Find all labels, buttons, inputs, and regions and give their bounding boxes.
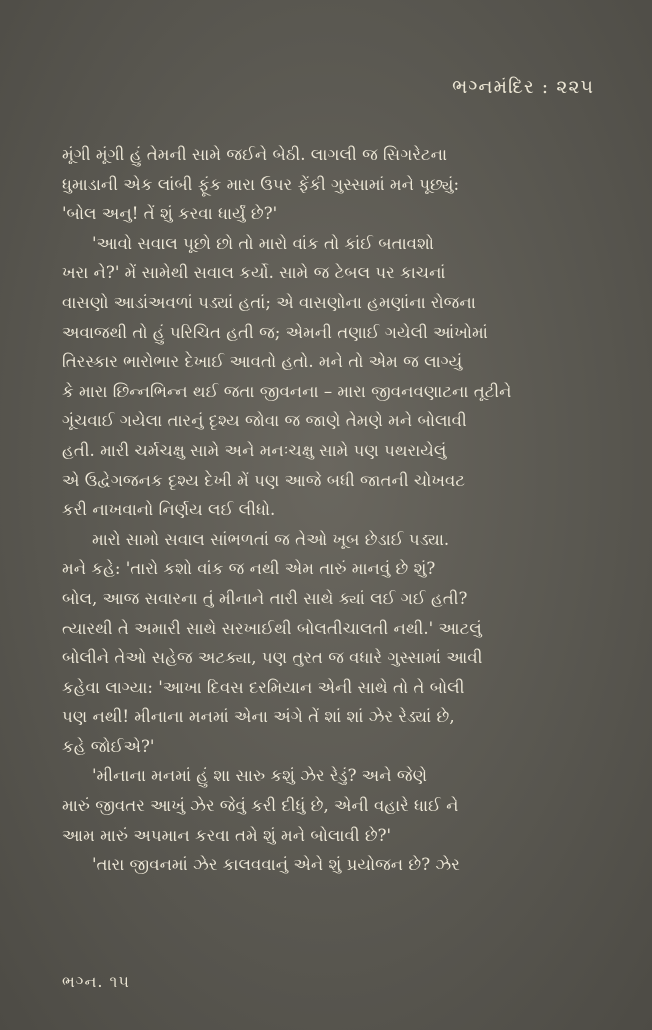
- text-line: હતી. મારી ચર્મચક્ષુ સામે અને મનઃચક્ષુ સામે પણ પથરાયેલું: [62, 440, 447, 460]
- signature-mark: ભગ્ન. ૧૫: [62, 972, 130, 991]
- running-head: ભગ્નમંદિર : ૨૨૫: [452, 76, 594, 98]
- text-line: એ ઉદ્વેગજનક દૃશ્ય દેખી મેં પણ આજે બધી જાતની ચોખવટ: [62, 470, 465, 490]
- text-line: 'આવો સવાલ પૂછો છો તો મારો વાંક તો કાંઈ બતાવશો: [92, 233, 434, 253]
- text-line: પણ નથી! મીનાના મનમાં એના અંગે તેં શાં શાં ઝેર રેડ્યાં છે,: [62, 707, 455, 727]
- text-line: કે મારા છિન્નભિન્ન થઈ જતા જીવનના – મારા જીવનવણાટના તૂટીને: [62, 381, 512, 401]
- paragraph-4: [62, 761, 602, 850]
- paragraph-5: [62, 850, 602, 880]
- paragraph-2: [62, 229, 602, 525]
- text-line: મૂંગી મૂંગી હું તેમની સામે જઈને બેઠી. લાગલી જ સિગરેટના: [62, 145, 448, 164]
- paragraph-3: [62, 525, 602, 762]
- text-line: આમ મારું અપમાન કરવા તમે શું મને બોલાવી છે?': [62, 825, 392, 845]
- body-text: [62, 140, 602, 880]
- text-line: અવાજથી તો હું પરિચિત હતી જ; એમની તણાઈ ગયેલી આંખોમાં: [62, 322, 488, 342]
- text-line: ત્યારથી તે અમારી સાથે સરખાઈથી બોલતીચાલતી નથી.' આટલું: [62, 618, 482, 638]
- text-line: તિરસ્કાર ભારોભાર દેખાઈ આવતો હતો. મને તો એમ જ લાગ્યું: [62, 352, 463, 372]
- text-line: કરી નાખવાનો નિર્ણય લઈ લીધો.: [62, 500, 276, 520]
- text-line: 'મીનાના મનમાં હું શા સારુ કશું ઝેર રેડું? અને જેણે: [92, 766, 428, 786]
- text-line: 'બોલ અનુ! તેં શું કરવા ધાર્યું છે?': [62, 204, 278, 224]
- text-line: બોલ, આજ સવારના તું મીનાને તારી સાથે ક્યાં લઈ ગઈ હતી?: [62, 588, 468, 608]
- text-line: મારું જીવતર આખું ઝેર જેવું કરી દીધું છે, એની વહારે ધાઈ ને: [62, 796, 459, 816]
- text-line: બોલીને તેઓ સહેજ અટક્યા, પણ તુરત જ વધારે ગુસ્સામાં આવી: [62, 648, 483, 668]
- text-line: મને કહે: 'તારો કશો વાંક જ નથી એમ તારું માનવું છે શું?: [62, 559, 436, 579]
- text-line: વાસણો આડાંઅવળાં પડ્યાં હતાં; એ વાસણોના હમણાંના રોજના: [62, 292, 476, 312]
- text-line: 'તારા જીવનમાં ઝેર કાલવવાનું એને શું પ્રયોજન છે? ઝેર: [92, 855, 460, 875]
- text-line: ગૂંચવાઈ ગયેલા તારનું દૃશ્ય જોવા જ જાણે તેમણે મને બોલાવી: [62, 411, 467, 431]
- text-line: કહેવા લાગ્યા: 'આખા દિવસ દરમિયાન એની સાથે તો તે બોલી: [62, 677, 465, 697]
- text-line: મારો સામો સવાલ સાંભળતાં જ તેઓ ખૂબ છેડાઈ પડ્યા.: [92, 529, 450, 549]
- text-line: ધુમાડાની એક લાંબી ફૂંક મારા ઉપર ફેંકી ગુસ્સામાં મને પૂછ્યું:: [62, 174, 460, 194]
- text-line: ખરા ને?' મેં સામેથી સવાલ કર્યો. સામે જ ટેબલ પર કાચનાં: [62, 263, 446, 283]
- paragraph-1: [62, 140, 602, 229]
- text-line: કહે જોઈએ?': [62, 736, 155, 756]
